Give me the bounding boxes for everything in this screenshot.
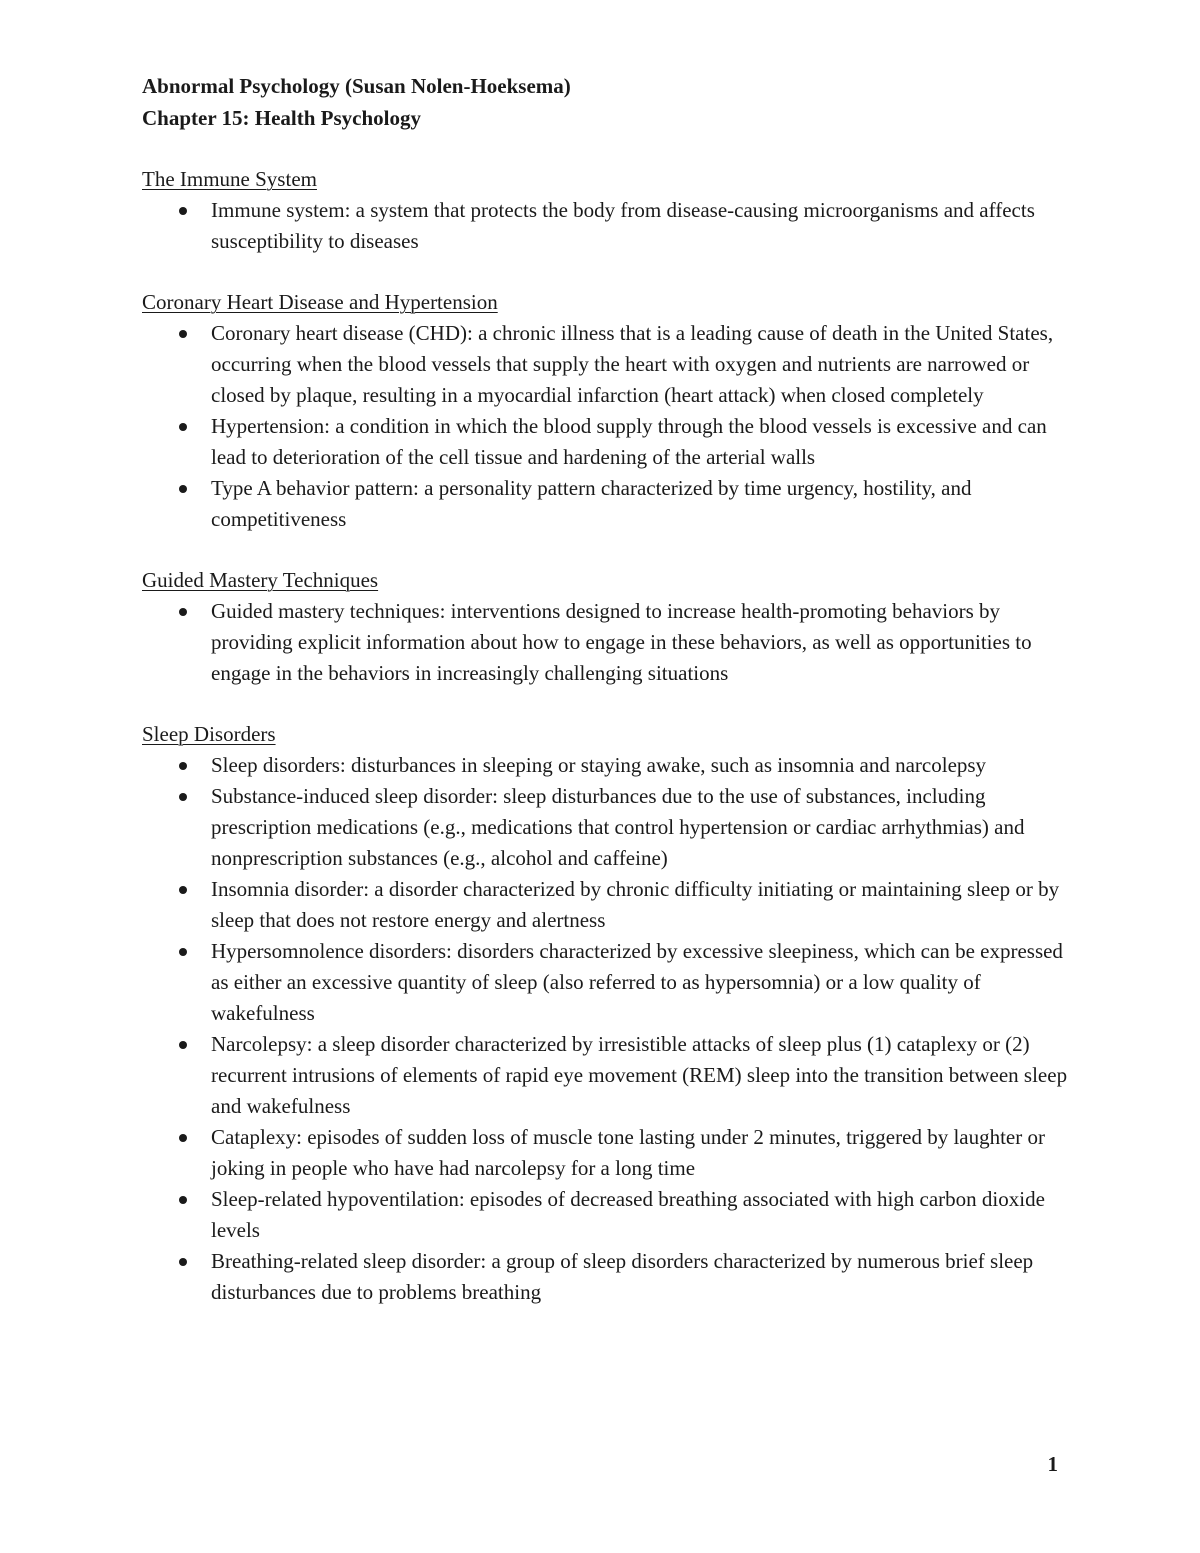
list-item-text: Sleep disorders: disturbances in sleeping or staying awake, such as insomnia and narcolepsy: [211, 753, 987, 777]
list-item-text: Hypersomnolence disorders: disorders characterized by excessive sleepiness, which can be expressed as either an excessive quantity of sleep (also referred to as hypersomnia) or a low quality of wakefulness: [211, 939, 1063, 1025]
bullet-list: [142, 318, 1072, 535]
list-item-text: Type A behavior pattern: a personality pattern characterized by time urgency, hostility, and competitiveness: [211, 476, 972, 531]
bullet-icon: [179, 1134, 187, 1142]
list-item: [142, 1246, 1072, 1308]
list-item: [142, 874, 1072, 936]
section-sleep-disorders: [142, 719, 1072, 1308]
section-heading: Coronary Heart Disease and Hypertension: [142, 290, 498, 314]
list-item: [142, 411, 1072, 473]
bullet-icon: [179, 886, 187, 894]
bullet-list: [142, 195, 1072, 257]
section-coronary-heart-disease: [142, 287, 1072, 535]
list-item-text: Cataplexy: episodes of sudden loss of muscle tone lasting under 2 minutes, triggered by laughter or joking in people who have had narcolepsy for a long time: [211, 1125, 1045, 1180]
bullet-icon: [179, 330, 187, 338]
section-immune-system: [142, 164, 1072, 257]
list-item-text: Hypertension: a condition in which the blood supply through the blood vessels is excessive and can lead to deterioration of the cell tissue and hardening of the arterial walls: [211, 414, 1047, 469]
bullet-icon: [179, 762, 187, 770]
list-item-text: Substance-induced sleep disorder: sleep disturbances due to the use of substances, including prescription medications (e.g., medications that control hypertension or cardiac arrhythmias) and nonprescription substances (e.g., alcohol and caffeine): [211, 784, 1025, 870]
list-item: [142, 1122, 1072, 1184]
chapter-title: Chapter 15: Health Psychology: [142, 106, 422, 130]
bullet-icon: [179, 485, 187, 493]
list-item: [142, 596, 1072, 689]
list-item-text: Breathing-related sleep disorder: a group of sleep disorders characterized by numerous brief sleep disturbances due to problems breathing: [211, 1249, 1034, 1304]
list-item: [142, 781, 1072, 874]
list-item-text: Immune system: a system that protects the body from disease-causing microorganisms and affects susceptibility to diseases: [211, 198, 1035, 253]
list-item: [142, 936, 1072, 1029]
bullet-list: [142, 596, 1072, 689]
list-item-text: Narcolepsy: a sleep disorder characterized by irresistible attacks of sleep plus (1) cataplexy or (2) recurrent intrusions of elements of rapid eye movement (REM) sleep into the transition between sleep and wakefulness: [211, 1032, 1068, 1118]
list-item: [142, 1029, 1072, 1122]
section-guided-mastery: [142, 565, 1072, 689]
bullet-icon: [179, 423, 187, 431]
document-page: [142, 70, 1072, 1308]
list-item-text: Insomnia disorder: a disorder characterized by chronic difficulty initiating or maintaining sleep or by sleep that does not restore energy and alertness: [211, 877, 1060, 932]
bullet-icon: [179, 207, 187, 215]
list-item-text: Guided mastery techniques: interventions designed to increase health-promoting behaviors by providing explicit information about how to engage in these behaviors, as well as opportunities to engage in the behaviors in increasingly challenging situations: [211, 599, 1032, 685]
list-item: [142, 1184, 1072, 1246]
bullet-icon: [179, 1041, 187, 1049]
page-number: 1: [1047, 1452, 1058, 1476]
bullet-icon: [179, 1196, 187, 1204]
section-heading: Sleep Disorders: [142, 722, 276, 746]
bullet-icon: [179, 1258, 187, 1266]
document-title: Abnormal Psychology (Susan Nolen-Hoeksema): [142, 74, 571, 98]
list-item: [142, 750, 1072, 781]
section-heading: Guided Mastery Techniques: [142, 568, 379, 592]
list-item-text: Coronary heart disease (CHD): a chronic illness that is a leading cause of death in the United States, occurring when the blood vessels that supply the heart with oxygen and nutrients are narrowed or closed by plaque, resulting in a myocardial infarction (heart attack) when closed completely: [211, 321, 1054, 407]
list-item: [142, 195, 1072, 257]
bullet-icon: [179, 948, 187, 956]
bullet-list: [142, 750, 1072, 1308]
bullet-icon: [179, 608, 187, 616]
bullet-icon: [179, 793, 187, 801]
list-item: [142, 318, 1072, 411]
list-item-text: Sleep-related hypoventilation: episodes of decreased breathing associated with high carbon dioxide levels: [211, 1187, 1045, 1242]
list-item: [142, 473, 1072, 535]
section-heading: The Immune System: [142, 167, 317, 191]
